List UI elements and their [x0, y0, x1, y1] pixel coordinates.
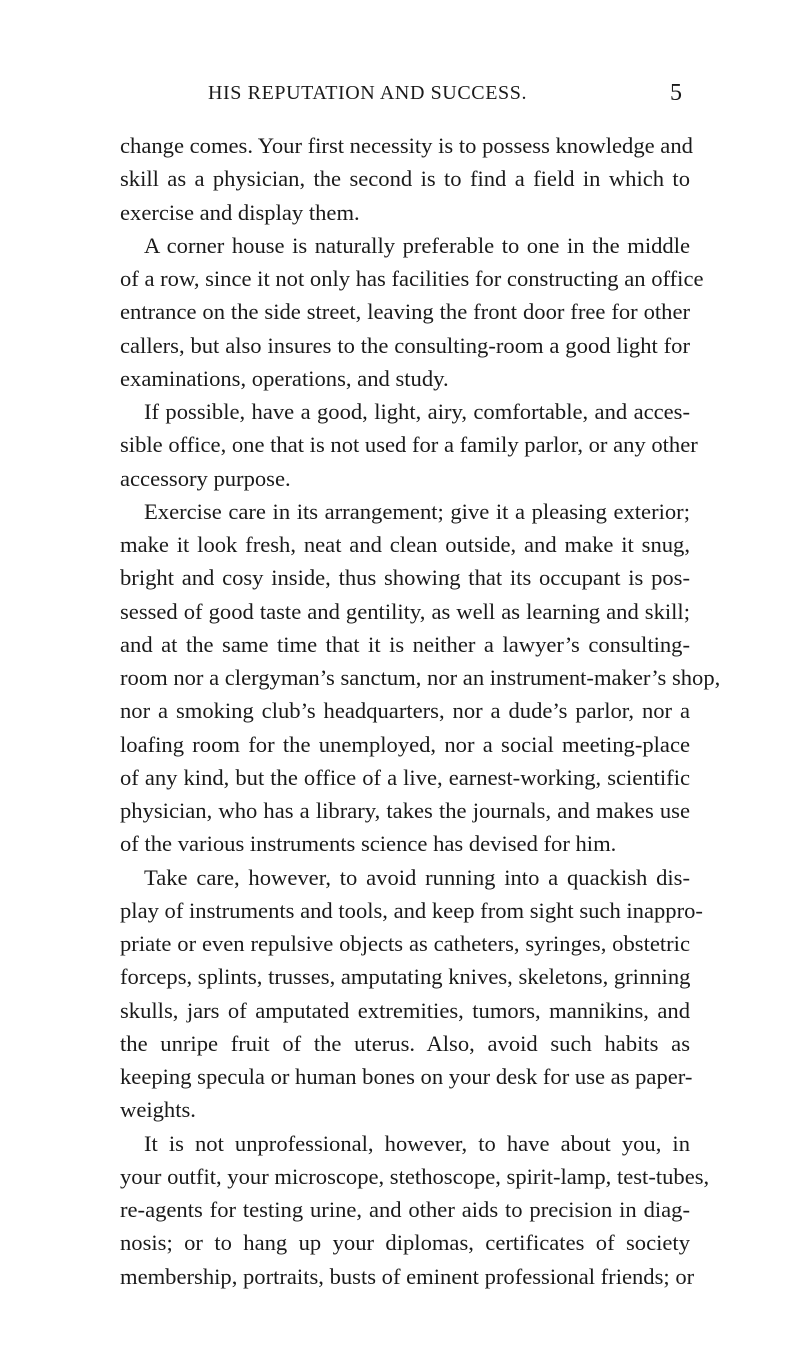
text-line: skill as a physician, the second is to find a field in which to [120, 166, 690, 192]
text-line: If possible, have a good, light, airy, comfortable, and acces- [144, 399, 690, 424]
text-line: make it look fresh, neat and clean outside, and make it snug, [120, 532, 690, 557]
running-title: HIS REPUTATION AND SUCCESS. [208, 82, 528, 104]
text-line: accessory purpose. [120, 465, 291, 491]
text-line: entrance on the side street, leaving the front door free for other [120, 299, 690, 325]
text-line: nor a smoking club’s headquarters, nor a dude’s parlor, nor a [120, 698, 690, 724]
text-line: keeping specula or human bones on your desk for use as paper- [120, 1064, 693, 1089]
text-line: physician, who has a library, takes the journals, and makes use [120, 798, 690, 823]
text-line: sible office, one that is not used for a family parlor, or any other [120, 432, 698, 458]
text-line: of a row, since it not only has facilities for constructing an office [120, 266, 704, 291]
text-line: of any kind, but the office of a live, earnest-working, scientific [120, 764, 690, 790]
text-line: callers, but also insures to the consulting-room a good light for [120, 332, 690, 358]
text-line: bright and cosy inside, thus showing that its occupant is pos- [120, 565, 690, 591]
text-line: play of instruments and tools, and keep from sight such inappro- [120, 897, 703, 923]
text-line: re-agents for testing urine, and other aids to precision in diag- [120, 1197, 690, 1222]
text-line: weights. [120, 1097, 196, 1123]
text-line: of the various instruments science has devised for him. [120, 831, 617, 857]
text-line: exercise and display them. [120, 199, 360, 225]
running-head [122, 82, 682, 112]
text-line: and at the same time that it is neither a lawyer’s consulting- [120, 631, 690, 657]
text-line: Exercise care in its arrangement; give it a pleasing exterior; [144, 498, 690, 524]
page-number: 5 [670, 80, 682, 106]
text-line: Take care, however, to avoid running into a quackish dis- [144, 864, 690, 890]
text-line: change comes. Your first necessity is to possess knowledge and [120, 133, 693, 158]
text-line: skulls, jars of amputated extremities, tumors, mannikins, and [120, 997, 690, 1023]
text-line: forceps, splints, trusses, amputating knives, skeletons, grinning [120, 964, 691, 990]
text-line: priate or even repulsive objects as catheters, syringes, obstetric [120, 931, 690, 956]
text-line: your outfit, your microscope, stethoscope, spirit-lamp, test-tubes, [120, 1163, 710, 1189]
body-text [120, 129, 721, 1293]
text-line: A corner house is naturally preferable to one in the middle [144, 232, 690, 258]
text-line: examinations, operations, and study. [120, 365, 449, 391]
text-line: loafing room for the unemployed, nor a social meeting-place [120, 731, 690, 757]
text-line: It is not unprofessional, however, to have about you, in [144, 1130, 690, 1156]
text-line: the unripe fruit of the uterus. Also, avoid such habits as [120, 1030, 690, 1056]
text-line: room nor a clergyman’s sanctum, nor an instrument-maker’s shop, [120, 665, 721, 690]
text-line: sessed of good taste and gentility, as well as learning and skill; [120, 598, 690, 624]
text-line: nosis; or to hang up your diplomas, certificates of society [120, 1230, 690, 1256]
text-line: membership, portraits, busts of eminent professional friends; or [120, 1263, 695, 1289]
